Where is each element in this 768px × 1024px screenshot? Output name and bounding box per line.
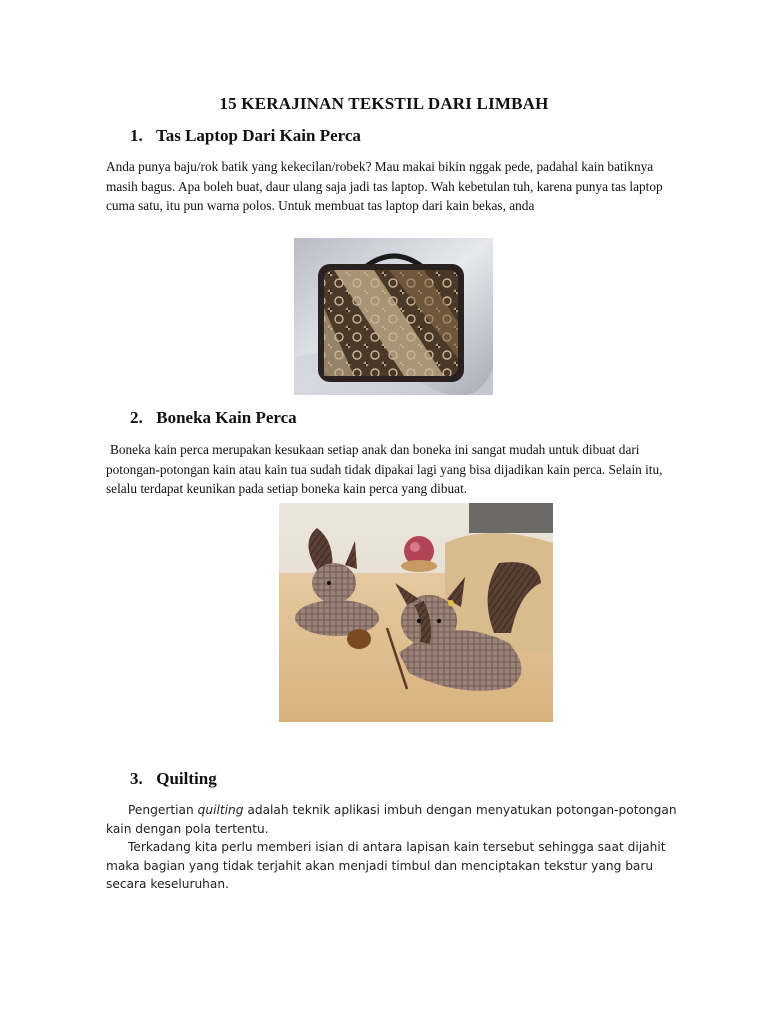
section-2-title: Boneka Kain Perca [156,408,297,427]
section-1-paragraph: Anda punya baju/rok batik yang kekecilan/robek? Mau makai bikin nggak pede, padahal kain batiknya masih bagus. Apa boleh buat, daur ulang saja jadi tas laptop. Wah kebetulan tuh, karena punya tas laptop cuma satu, itu pun warna polos. Untuk membuat tas laptop dari kain bekas, anda [106,159,663,213]
section-3-paragraph-2 [106,838,696,894]
batik-laptop-bag-photo [294,238,493,395]
fabric-squirrel-dolls-photo [279,503,553,722]
section-3-number: 3. [130,769,143,788]
quilting-paragraph-2-text: Terkadang kita perlu memberi isian di antara lapisan kain tersebut sehingga saat dijahit maka bagian yang tidak terjahit akan menjadi timbul dan menciptakan tekstur yang baru secara keseluruhan. [106,840,666,891]
section-2-number: 2. [130,408,143,427]
section-3-paragraph-1 [106,801,696,838]
section-2-paragraph: Boneka kain perca merupakan kesukaan setiap anak dan boneka ini sangat mudah untuk dibuat dari potongan-potongan kain atau kain tua sudah tidak dipakai lagi yang bisa dijadikan kain perca. Selain itu, selalu terdapat keunikan pada setiap boneka kain perca yang dibuat. [106,442,663,496]
quilting-text-start: Pengertian [128,803,198,817]
section-1-title: Tas Laptop Dari Kain Perca [155,126,361,145]
section-2-heading [130,408,297,428]
section-3-heading [130,769,217,789]
quilting-text-end: adalah teknik aplikasi imbuh dengan menyatukan potongan-potongan kain dengan pola tertentu. [106,803,677,836]
section-3-title: Quilting [156,769,217,788]
section-1-number: 1. [130,126,143,145]
document-title: 15 KERAJINAN TEKSTIL DARI LIMBAH [219,94,549,113]
quilting-term: quilting [197,803,244,817]
section-1-heading [130,126,361,146]
